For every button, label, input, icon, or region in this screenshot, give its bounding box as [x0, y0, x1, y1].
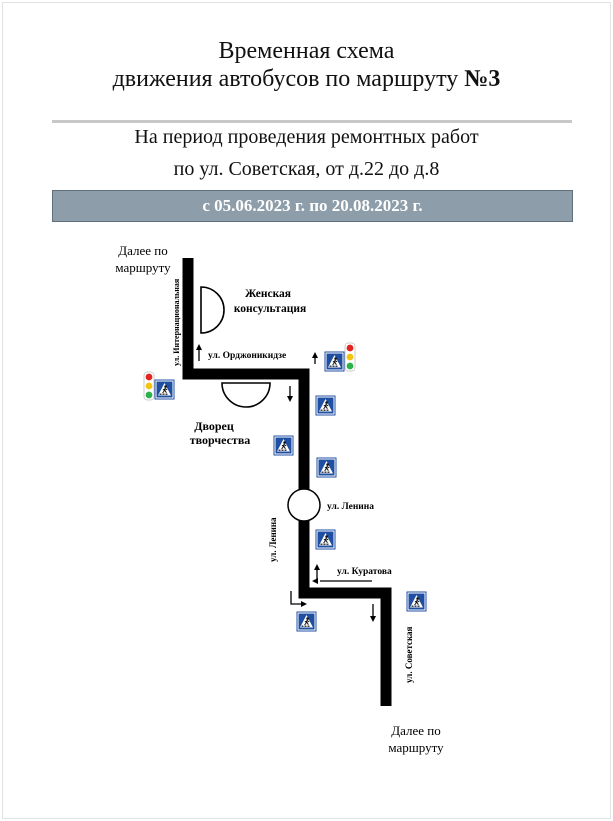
crosswalk-sign-icon — [407, 592, 426, 611]
end-label-line1: Далее по — [391, 723, 441, 738]
subtitle-line2: по ул. Советская, от д.22 до д.8 — [173, 158, 440, 180]
creativity-palace-label-line1: Дворец — [194, 419, 234, 433]
creativity-palace-label-line2: творчества — [189, 433, 251, 447]
womens-clinic-label-line1: Женская — [244, 288, 292, 300]
street-ordzhonikidze: ул. Орджоникидзе — [208, 351, 287, 361]
crosswalk-sign-icon — [297, 612, 316, 631]
street-sovetskaya: ул. Советская — [404, 626, 414, 683]
page-title-line1: Временная схема — [218, 38, 395, 64]
creativity-palace-building — [222, 383, 270, 407]
crosswalk-sign-icon — [325, 352, 344, 371]
subtitle-line1: На период проведения ремонтных работ — [134, 126, 479, 148]
crosswalk-sign-icon — [316, 530, 335, 549]
end-label-line2: маршруту — [388, 740, 444, 755]
traffic-light-icon — [144, 372, 154, 400]
start-label-line2: маршруту — [115, 260, 171, 275]
title-prefix: движения автобусов по маршруту — [112, 66, 465, 92]
traffic-light-icon — [345, 343, 355, 371]
street-lenina-left: ул. Ленина — [268, 517, 278, 562]
street-internatsionalnaya: ул. Интернациональная — [172, 278, 181, 366]
roundabout-circle — [288, 489, 320, 521]
start-label-line1: Далее по — [118, 243, 168, 258]
street-kuratova: ул. Куратова — [337, 567, 392, 577]
crosswalk-sign-icon — [317, 458, 336, 477]
crosswalk-sign-icon — [155, 380, 174, 399]
crosswalk-sign-icon — [274, 436, 293, 455]
crosswalk-sign-icon — [316, 396, 335, 415]
route-number: №3 — [464, 66, 501, 92]
womens-clinic-label-line2: консультация — [233, 303, 307, 315]
period-banner: с 05.06.2023 г. по 20.08.2023 г. — [52, 190, 573, 222]
street-lenina-right: ул. Ленина — [327, 502, 374, 512]
womens-clinic-building — [201, 287, 224, 333]
